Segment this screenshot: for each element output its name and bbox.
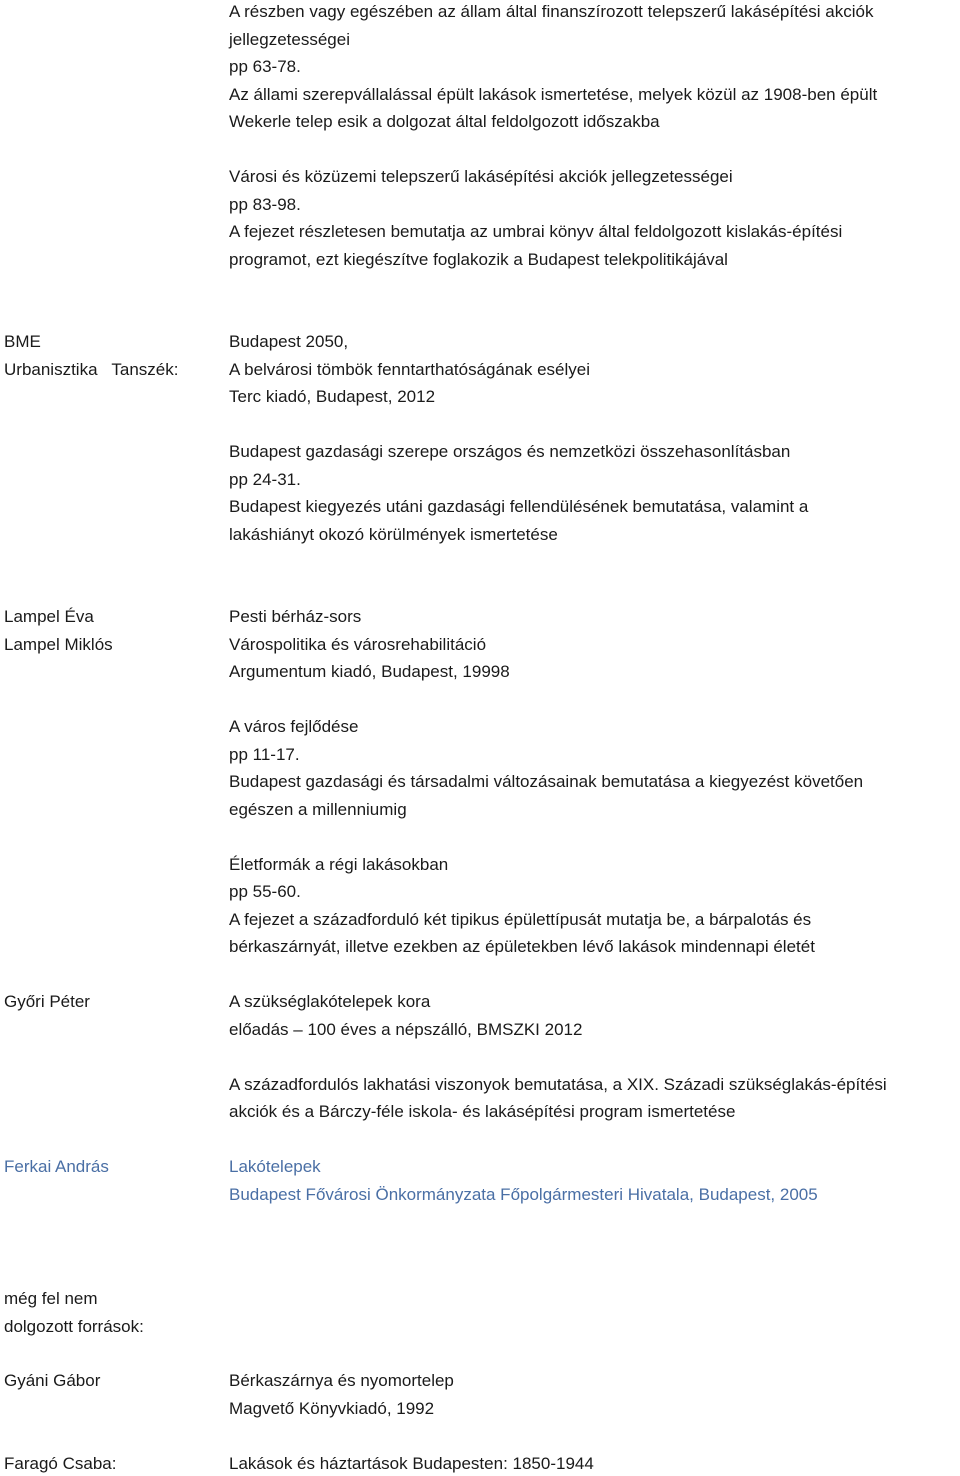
lampel-book-publisher: Argumentum kiadó, Budapest, 19998 — [229, 662, 510, 681]
lampel-author-2: Lampel Miklós — [4, 635, 113, 654]
block1-desc-1: Az állami szerepvállalással épült lakások ismertetése, melyek közül az 1908-ben épült — [229, 85, 878, 104]
lampel-chapter1-title: A város fejlődése — [229, 717, 359, 736]
farago-title: Lakások és háztartások Budapesten: 1850-1944 — [229, 1454, 594, 1473]
gyori-title: A szükséglakótelepek kora — [229, 992, 431, 1011]
lampel-chapter2-desc-1: A fejezet a századforduló két tipikus épülettípusát mutatja be, a bárpalotás és — [229, 910, 812, 929]
block2-desc-1: A fejezet részletesen bemutatja az umbrai könyv által feldolgozott kislakás-építési — [229, 222, 843, 241]
bme-chapter-desc-2: lakáshiányt okozó körülmények ismertetése — [229, 525, 558, 544]
bme-chapter-pages: pp 24-31. — [229, 470, 301, 489]
bme-book-subtitle: A belvárosi tömbök fenntarthatóságának esélyei — [229, 360, 591, 379]
bme-author-line-2: Urbanisztika Tanszék: — [4, 360, 179, 379]
lampel-chapter2-desc-2: bérkaszárnyát, illetve ezekben az épületekben lévő lakások mindennapi életét — [229, 937, 815, 956]
lampel-chapter2-title: Életformák a régi lakásokban — [229, 855, 449, 874]
block1-desc-2: Wekerle telep esik a dolgozat által feldolgozott időszakba — [229, 112, 660, 131]
gyani-title: Bérkaszárnya és nyomortelep — [229, 1371, 454, 1390]
block2-desc-2: programot, ezt kiegészítve foglakozik a Budapest telekpolitikájával — [229, 250, 728, 269]
gyori-event: előadás – 100 éves a népszálló, BMSZKI 2012 — [229, 1020, 583, 1039]
bme-author-line-1: BME — [4, 332, 41, 351]
block2-title: Városi és közüzemi telepszerű lakásépítési akciók jellegzetességei — [229, 167, 733, 186]
gyori-author: Győri Péter — [4, 992, 90, 1011]
ferkai-author: Ferkai András — [4, 1157, 109, 1176]
bme-book-publisher: Terc kiadó, Budapest, 2012 — [229, 387, 436, 406]
lampel-chapter1-desc-1: Budapest gazdasági és társadalmi változásainak bemutatása a kiegyezést követően — [229, 772, 864, 791]
lampel-book-subtitle: Várospolitika és városrehabilitáció — [229, 635, 487, 654]
lampel-chapter2-pages: pp 55-60. — [229, 882, 301, 901]
gyani-author: Gyáni Gábor — [4, 1371, 101, 1390]
gyani-publisher: Magvető Könyvkiadó, 1992 — [229, 1399, 435, 1418]
gyori-desc-1: A századfordulós lakhatási viszonyok bemutatása, a XIX. Századi szükséglakás-építési — [229, 1075, 887, 1094]
lampel-author-1: Lampel Éva — [4, 607, 94, 626]
block1-pages: pp 63-78. — [229, 57, 301, 76]
ferkai-title: Lakótelepek — [229, 1157, 321, 1176]
bme-chapter-title: Budapest gazdasági szerepe országos és nemzetközi összehasonlításban — [229, 442, 791, 461]
lampel-chapter1-desc-2: egészen a millenniumig — [229, 800, 407, 819]
block2-pages: pp 83-98. — [229, 195, 301, 214]
farago-author: Faragó Csaba: — [4, 1454, 117, 1473]
bme-book-title: Budapest 2050, — [229, 332, 349, 351]
block1-line-2: jellegzetességei — [229, 30, 350, 49]
bme-chapter-desc-1: Budapest kiegyezés utáni gazdasági fellendülésének bemutatása, valamint a — [229, 497, 809, 516]
lampel-chapter1-pages: pp 11-17. — [229, 745, 300, 764]
unprocessed-heading-1: még fel nem — [4, 1289, 98, 1308]
unprocessed-heading-2: dolgozott források: — [4, 1317, 144, 1336]
gyori-desc-2: akciók és a Bárczy-féle iskola- és lakásépítési program ismertetése — [229, 1102, 736, 1121]
lampel-book-title: Pesti bérház-sors — [229, 607, 362, 626]
block1-line-1: A részben vagy egészében az állam által finanszírozott telepszerű lakásépítési akciók — [229, 2, 874, 21]
ferkai-publisher: Budapest Fővárosi Önkormányzata Főpolgármesteri Hivatala, Budapest, 2005 — [229, 1185, 818, 1204]
